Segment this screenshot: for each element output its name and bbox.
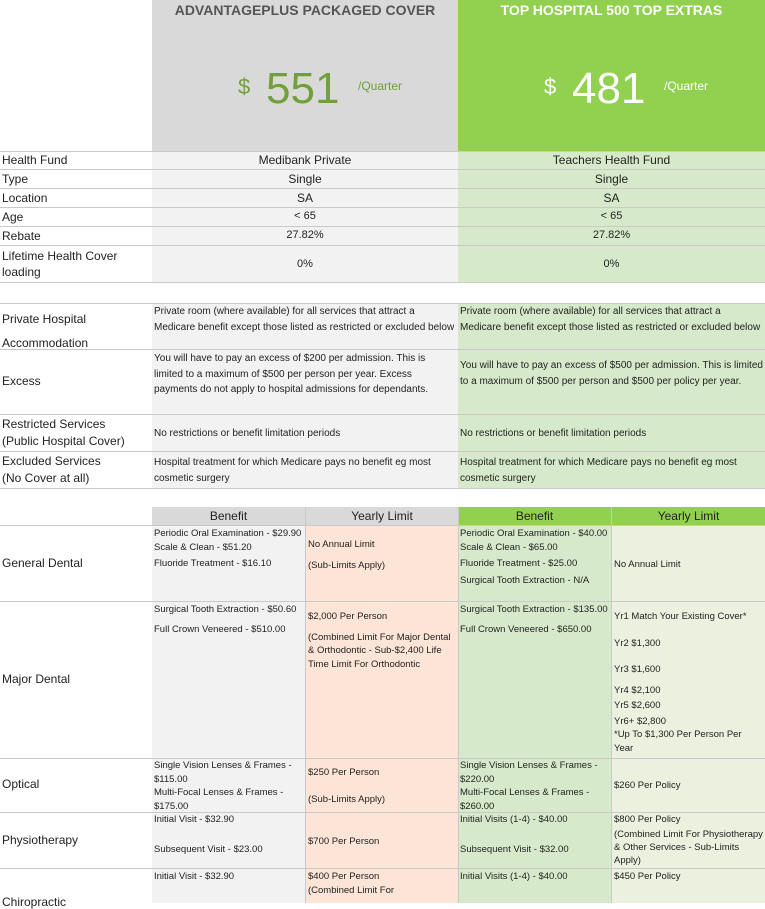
plan-b-period: /Quarter: [664, 79, 709, 93]
plan-a-title: ADVANTAGEPLUS PACKAGED COVER: [174, 2, 436, 18]
plan-a-major-limit: [306, 609, 458, 672]
plan-a-general-limit: [306, 533, 458, 577]
plan-b-chiro-limit: [612, 869, 765, 885]
label-restricted-line1: Restricted Services: [2, 417, 106, 431]
row-divider: [0, 414, 765, 415]
benefit-line: Surgical Tooth Extraction - N/A: [460, 574, 590, 586]
benefit-line: Initial Visits (1-4) - $40.00: [460, 871, 568, 882]
benefit-line: Full Crown Veneered - $650.00: [460, 623, 592, 635]
limit-line: No Annual Limit: [614, 559, 681, 570]
row-divider: [0, 207, 765, 208]
plan-a-chiro-benefit: [152, 869, 305, 885]
plan-a-rebate: 27.82%: [286, 229, 324, 241]
benefit-line: Scale & Clean - $51.20: [154, 541, 252, 553]
plan-a-excluded: Hospital treatment for which Medicare pays no benefit eg most cosmetic surgery: [154, 457, 431, 484]
label-excluded: [2, 453, 101, 487]
benefit-line: Initial Visit - $32.90: [154, 871, 235, 882]
label-general-dental: General Dental: [2, 556, 83, 570]
label-type: Type: [2, 172, 29, 186]
limit-line: (Sub-Limits Apply): [308, 560, 386, 571]
label-excluded-line2: (No Cover at all): [2, 471, 90, 485]
plan-a-currency: $: [238, 74, 251, 99]
row-divider: [0, 282, 765, 283]
row-divider: [0, 758, 765, 759]
row-divider: [0, 188, 765, 189]
label-excluded-line1: Excluded Services: [2, 454, 101, 468]
limit-line: $400 Per Person: [308, 871, 380, 882]
limit-line: Yr5 $2,600: [614, 700, 661, 711]
plan-b-age: < 65: [600, 210, 623, 222]
label-optical: Optical: [2, 777, 40, 791]
label-age: Age: [2, 210, 24, 224]
plan-b-lhc: 0%: [603, 258, 620, 270]
plan-b-physio-benefit: [458, 812, 611, 857]
benefit-line: Initial Visit - $32.90: [154, 814, 235, 825]
plan-b-major-limit: [612, 609, 765, 756]
plan-a-accommodation: Private room (where available) for all services that attract a Medicare benefit except those listed as restricted or excluded below: [154, 306, 455, 333]
plan-a-general-benefit: [152, 526, 305, 572]
limit-line: $700 Per Person: [308, 836, 380, 847]
limit-line: (Combined Limit For Physiotherapy & Other Services - Sub-Limits Apply): [614, 829, 763, 866]
plan-a-physio-limit: [306, 834, 458, 850]
row-divider: [0, 245, 765, 246]
label-rebate: Rebate: [2, 229, 41, 243]
plan-b-physio-limit: [612, 812, 765, 868]
plan-b-excess: You will have to pay an excess of $500 per admission. This is limited to a maximum of $500 per person and $500 per policy per year.: [460, 360, 763, 387]
benefit-line: Scale & Clean - $65.00: [460, 541, 558, 553]
label-location: Location: [2, 191, 48, 205]
plan-a-type: Single: [288, 172, 322, 186]
plan-b-currency: $: [544, 74, 557, 99]
plan-b-chiro-benefit: [458, 869, 611, 885]
row-divider: [0, 601, 765, 602]
label-private-hospital: [2, 307, 88, 355]
label-pha-line1: Private Hospital: [2, 312, 87, 326]
benefit-line: Single Vision Lenses & Frames - $115.00: [154, 760, 292, 785]
benefit-line: Fluoride Treatment - $25.00: [460, 558, 578, 569]
label-lhc-line1: Lifetime Health Cover: [2, 249, 118, 263]
benefit-line: Multi-Focal Lenses & Frames - $260.00: [460, 787, 590, 812]
limit-line: $450 Per Policy: [614, 871, 681, 882]
limit-line: Yr4 $2,100: [614, 684, 661, 696]
label-restricted-line2: (Public Hospital Cover): [2, 434, 125, 448]
plan-a-benefit-header: Benefit: [152, 507, 305, 525]
plan-b-general-benefit: [458, 526, 611, 588]
plan-b-fund: Teachers Health Fund: [552, 153, 671, 167]
label-restricted: [2, 416, 125, 450]
benefit-line: Subsequent Visit - $23.00: [154, 843, 263, 855]
plan-a-age: < 65: [294, 210, 316, 222]
benefit-line: Full Crown Veneered - $510.00: [154, 623, 286, 635]
label-pha-line2: Accommodation: [2, 336, 89, 350]
benefit-line: Surgical Tooth Extraction - $50.60: [154, 604, 297, 615]
plan-b-rebate: 27.82%: [592, 229, 631, 241]
limit-line: Yr6+ $2,800: [614, 715, 667, 727]
plan-a-excess: You will have to pay an excess of $200 per admission. This is limited to a maximum of $500 per person per year. Excess payments do not apply to hospital admissions for dependants.: [154, 353, 429, 395]
plan-b-price: 481: [572, 64, 646, 113]
limit-line: No Annual Limit: [308, 539, 375, 550]
benefit-line: Periodic Oral Examination - $40.00: [460, 528, 608, 539]
row-divider: [0, 169, 765, 170]
row-divider: [0, 226, 765, 227]
limit-line: Yr2 $1,300: [614, 637, 661, 649]
label-lhc-line2: loading: [2, 265, 41, 279]
plan-a-limit-header: Yearly Limit: [306, 507, 458, 525]
plan-b-optical-limit: [612, 778, 765, 794]
plan-a-location: SA: [296, 191, 313, 205]
plan-b-general-limit: [612, 557, 765, 573]
limit-line: (Combined Limit For Major Dental & Orthodontic - Sub-$2,400 Life Time Limit For Orthodontic: [308, 631, 451, 670]
label-health-fund: Health Fund: [2, 153, 68, 167]
limit-line: $2,000 Per Person: [308, 611, 388, 622]
plan-a-lhc: 0%: [297, 258, 313, 270]
label-lhc: [2, 248, 117, 280]
limit-line: *Up To $1,300 Per Person Per Year: [614, 729, 742, 754]
plan-b-benefit-header: Benefit: [458, 507, 611, 525]
plan-a-chiro-limit: [306, 869, 458, 898]
row-divider: [0, 151, 765, 152]
row-divider: [0, 525, 765, 526]
plan-b-limit-header: Yearly Limit: [612, 507, 765, 525]
plan-b-title: TOP HOSPITAL 500 TOP EXTRAS: [500, 2, 723, 18]
label-excess: Excess: [2, 374, 41, 388]
plan-b-accommodation: Private room (where available) for all services that attract a Medicare benefit except those listed as restricted or excluded below: [460, 306, 761, 333]
plan-b-major-benefit: [458, 602, 611, 637]
plan-a-price: 551: [266, 64, 340, 113]
plan-a-restricted: No restrictions or benefit limitation periods: [154, 428, 341, 439]
limit-line: Yr3 $1,600: [614, 664, 661, 675]
limit-line: Yr1 Match Your Existing Cover*: [614, 611, 747, 622]
limit-line: (Combined Limit For: [308, 884, 395, 896]
plan-a-optical-benefit: [152, 758, 305, 814]
label-major-dental: Major Dental: [2, 672, 71, 686]
plan-b-optical-benefit: [458, 758, 611, 814]
plan-a-period: /Quarter: [358, 79, 403, 93]
benefit-line: Surgical Tooth Extraction - $135.00: [460, 604, 608, 615]
benefit-line: Multi-Focal Lenses & Frames - $175.00: [154, 787, 284, 812]
plan-a-physio-benefit: [152, 812, 305, 857]
plan-a-major-benefit: [152, 602, 305, 637]
row-divider: [0, 488, 765, 489]
limit-line: $250 Per Person: [308, 767, 380, 778]
plan-b-location: SA: [603, 191, 620, 205]
row-divider: [0, 451, 765, 452]
benefit-line: Subsequent Visit - $32.00: [460, 843, 569, 855]
plan-b-restricted: No restrictions or benefit limitation periods: [460, 428, 647, 439]
benefit-line: Single Vision Lenses & Frames - $220.00: [460, 760, 598, 785]
limit-line: (Sub-Limits Apply): [308, 794, 386, 805]
limit-line: $260 Per Policy: [614, 780, 681, 791]
plan-a-optical-limit: [306, 765, 458, 808]
benefit-line: Fluoride Treatment - $16.10: [154, 558, 272, 569]
plan-b-excluded: Hospital treatment for which Medicare pays no benefit eg most cosmetic surgery: [460, 457, 737, 484]
label-chiropractic: Chiropractic: [2, 895, 67, 909]
plan-a-fund: Medibank Private: [258, 153, 352, 167]
benefit-line: Periodic Oral Examination - $29.90: [154, 528, 302, 539]
label-physiotherapy: Physiotherapy: [2, 833, 79, 847]
benefit-line: Initial Visits (1-4) - $40.00: [460, 814, 568, 825]
limit-line: $800 Per Policy: [614, 814, 681, 825]
plan-b-type: Single: [594, 172, 629, 186]
